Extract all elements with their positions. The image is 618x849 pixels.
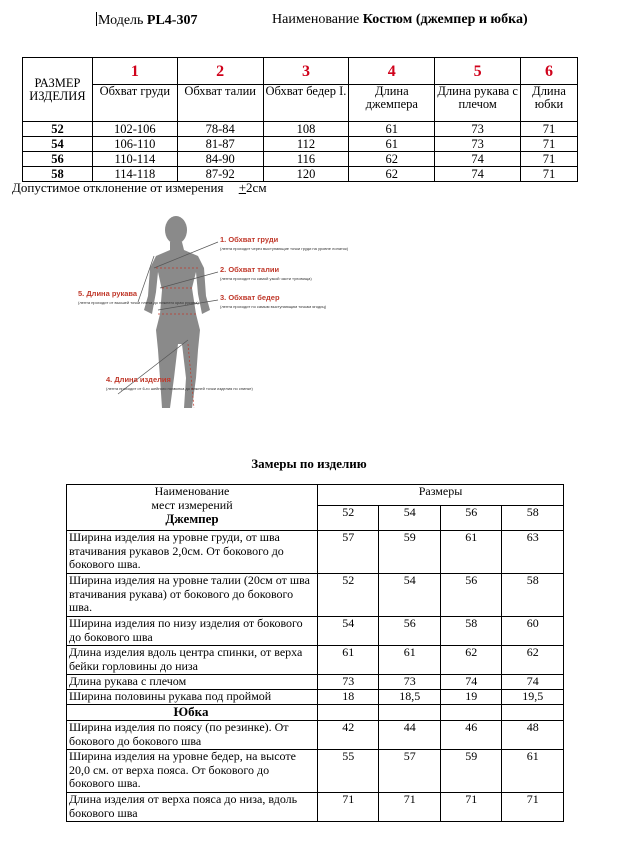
measurement-figure (78, 210, 349, 416)
value-cell: 114-118 (92, 167, 177, 182)
size-cell: 56 (23, 152, 93, 167)
size-cell: 58 (23, 167, 93, 182)
section-row (67, 705, 564, 721)
measurement-name: Ширина изделия по низу изделия от бокового до бокового шва (67, 617, 318, 646)
measurement-value: 61 (318, 646, 379, 675)
tolerance-value: 2см (246, 180, 267, 195)
column-number: 5 (435, 58, 521, 85)
measurement-value: 74 (440, 675, 501, 690)
value-cell: 78-84 (177, 122, 263, 137)
measurement-value: 54 (379, 574, 441, 617)
product-name-line (272, 12, 528, 28)
table-row (67, 750, 564, 793)
name-header-1: Наименование (154, 484, 230, 498)
table-row (67, 721, 564, 750)
measurement-value: 73 (318, 675, 379, 690)
model-label: Модель (98, 13, 144, 28)
empty-cell (440, 705, 501, 721)
name-header-cell (67, 485, 318, 531)
measurement-value: 52 (318, 574, 379, 617)
value-cell: 74 (435, 152, 521, 167)
measurement-value: 48 (502, 721, 564, 750)
table-row (67, 574, 564, 617)
sleeve-note: (лента проходит от высшей точки плеча до нижнего края рукава) (78, 300, 199, 305)
section-title-jumper: Джемпер (165, 511, 219, 526)
figure-labels (78, 235, 349, 391)
bust-label: 1. Обхват груди (220, 235, 279, 244)
empty-cell (502, 705, 564, 721)
measurement-name: Ширина изделия на уровне бедер, на высоте 20,0 см. от верха пояса. От бокового до бокового шва. (67, 750, 318, 793)
measurement-value: 44 (379, 721, 441, 750)
measurement-name: Длина рукава с плечом (67, 675, 318, 690)
value-cell: 71 (521, 122, 578, 137)
column-number: 1 (92, 58, 177, 85)
column-name: Длина юбки (521, 85, 578, 122)
measurement-value: 56 (379, 617, 441, 646)
bust-note: (лента проходит через выступающие точки груди на уровне лопаток) (220, 246, 349, 251)
measurement-value: 59 (440, 750, 501, 793)
size-table (22, 57, 578, 182)
size-cell: 52 (23, 122, 93, 137)
measurement-value: 74 (502, 675, 564, 690)
measurement-name: Длина изделия от верха пояса до низа, вдоль бокового шва (67, 793, 318, 822)
table-row (23, 122, 578, 137)
measurement-name: Ширина половины рукава под проймой (67, 690, 318, 705)
plus-minus-sign: + (238, 180, 247, 195)
size-header-cell: 56 (440, 506, 501, 531)
measurement-name: Длина изделия вдоль центра спинки, от верха бейки горловины до низа (67, 646, 318, 675)
table-row (67, 646, 564, 675)
table-row (67, 531, 564, 574)
value-cell: 61 (349, 122, 435, 137)
value-cell: 71 (521, 152, 578, 167)
measurement-value: 18 (318, 690, 379, 705)
column-number: 3 (263, 58, 349, 85)
measurements-table (66, 484, 564, 822)
measurements-title: Замеры по изделию (251, 456, 367, 471)
empty-cell (318, 705, 379, 721)
value-cell: 73 (435, 122, 521, 137)
measurement-value: 73 (379, 675, 441, 690)
measurement-value: 62 (502, 646, 564, 675)
measurement-value: 46 (440, 721, 501, 750)
value-cell: 71 (521, 137, 578, 152)
value-cell: 102-106 (92, 122, 177, 137)
tolerance-text: Допустимое отклонение от измерения (12, 180, 224, 195)
value-cell: 87-92 (177, 167, 263, 182)
hip-note: (лента проходит по самым выступающим точкам ягодиц) (220, 304, 327, 309)
waist-label: 2. Обхват талии (220, 265, 280, 274)
measurement-value: 55 (318, 750, 379, 793)
value-cell: 108 (263, 122, 349, 137)
column-name: Обхват талии (177, 85, 263, 122)
measurement-value: 58 (502, 574, 564, 617)
table-row (67, 617, 564, 646)
table-row (23, 137, 578, 152)
measurement-name: Ширина изделия на уровне талии (20см от шва втачивания рукава) от бокового до бокового шва. (67, 574, 318, 617)
value-cell: 120 (263, 167, 349, 182)
measurement-value: 63 (502, 531, 564, 574)
column-number: 6 (521, 58, 578, 85)
value-cell: 62 (349, 167, 435, 182)
measurement-value: 71 (502, 793, 564, 822)
measurement-value: 60 (502, 617, 564, 646)
size-corner-cell (23, 58, 93, 122)
measurement-name: Ширина изделия на уровне груди, от шва втачивания рукавов 2,0см. От бокового до бокового шва. (67, 531, 318, 574)
measurement-value: 56 (440, 574, 501, 617)
size-cell: 54 (23, 137, 93, 152)
product-name-label: Наименование (272, 12, 360, 27)
section-title-skirt: Юбка (67, 705, 318, 721)
table-row (67, 690, 564, 705)
value-cell: 84-90 (177, 152, 263, 167)
value-cell: 73 (435, 137, 521, 152)
measurement-value: 18,5 (379, 690, 441, 705)
measurement-value: 58 (440, 617, 501, 646)
text-cursor (96, 12, 97, 26)
waist-note: (лента проходит по самой узкой части туловища) (220, 276, 312, 281)
table-row (67, 675, 564, 690)
value-cell: 116 (263, 152, 349, 167)
size-corner-label-1: РАЗМЕР (34, 75, 81, 90)
length-note: (лента проходит от 6-го шейного позвонка до нижней точки изделия по спинке) (106, 386, 253, 391)
size-corner-label-2: ИЗДЕЛИЯ (29, 88, 86, 103)
size-header-cell: 52 (318, 506, 379, 531)
column-name: Длина рукава с плечом (435, 85, 521, 122)
empty-cell (379, 705, 441, 721)
tolerance-note (12, 180, 267, 196)
name-header-2: мест измерений (151, 497, 233, 512)
value-cell: 106-110 (92, 137, 177, 152)
measurement-name: Ширина изделия по поясу (по резинке). От бокового до бокового шва (67, 721, 318, 750)
value-cell: 74 (435, 167, 521, 182)
hip-label: 3. Обхват бедер (220, 293, 280, 302)
measurement-value: 71 (379, 793, 441, 822)
length-label: 4. Длина изделия (106, 375, 171, 384)
measurement-value: 19,5 (502, 690, 564, 705)
table-row (67, 793, 564, 822)
value-cell: 61 (349, 137, 435, 152)
column-number: 4 (349, 58, 435, 85)
measurement-value: 59 (379, 531, 441, 574)
product-name-value: Костюм (джемпер и юбка) (362, 12, 528, 27)
measurement-value: 19 (440, 690, 501, 705)
column-name: Обхват груди (92, 85, 177, 122)
measurement-value: 54 (318, 617, 379, 646)
measurement-value: 57 (318, 531, 379, 574)
model-line (96, 12, 197, 29)
measurement-value: 62 (440, 646, 501, 675)
value-cell: 110-114 (92, 152, 177, 167)
measurement-value: 61 (379, 646, 441, 675)
measurement-value: 71 (440, 793, 501, 822)
value-cell: 81-87 (177, 137, 263, 152)
size-header-cell: 58 (502, 506, 564, 531)
measurement-value: 61 (440, 531, 501, 574)
measurement-value: 71 (318, 793, 379, 822)
measurement-value: 61 (502, 750, 564, 793)
column-name: Длина джемпера (349, 85, 435, 122)
value-cell: 112 (263, 137, 349, 152)
table-row (23, 152, 578, 167)
sleeve-label: 5. Длина рукава (78, 289, 138, 298)
measurement-value: 42 (318, 721, 379, 750)
column-number: 2 (177, 58, 263, 85)
sizes-header: Размеры (318, 485, 564, 506)
value-cell: 62 (349, 152, 435, 167)
size-header-cell: 54 (379, 506, 441, 531)
measurement-value: 57 (379, 750, 441, 793)
column-name: Обхват бедер I. (263, 85, 349, 122)
value-cell: 71 (521, 167, 578, 182)
model-value: PL4-307 (146, 13, 198, 28)
